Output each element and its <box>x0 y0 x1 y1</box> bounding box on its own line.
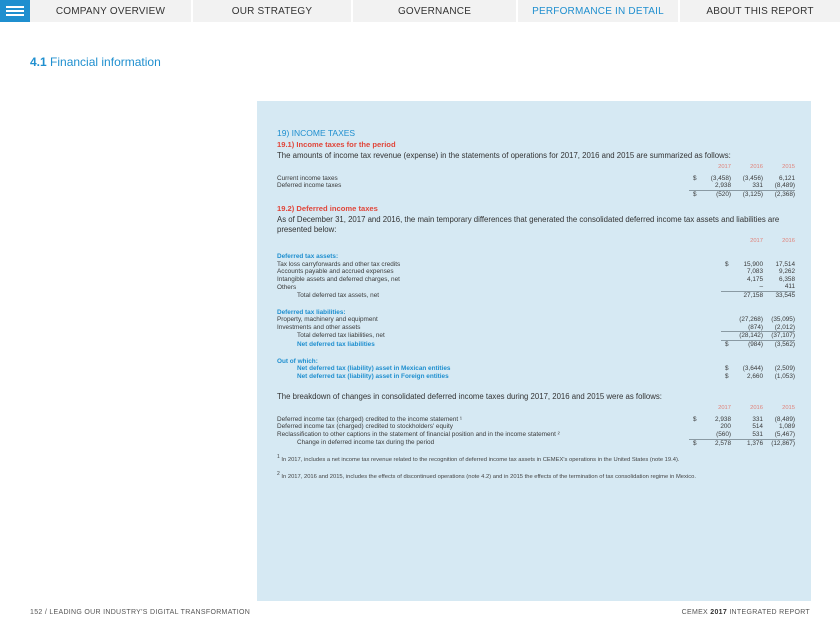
table-row: Net deferred tax (liability) asset in Foreign entities $ 2,660 (1,053) <box>297 372 795 380</box>
table-row: Intangible assets and deferred charges, net 4,175 6,358 <box>277 275 795 283</box>
table-total-row: Total deferred tax liabilities, net (28,142) (37,107) <box>297 332 795 340</box>
table-row: Investments and other assets (874) (2,012) <box>277 323 795 331</box>
section-title <box>30 55 161 69</box>
footnote: $^1$ In 2017, includes a net income tax revenue related to the recognition of deferred income tax assets in CEMEX's operations in the United States (note 19.4). <box>277 454 680 464</box>
subsection-intro-19-2: As of December 31, 2017 and 2016, the main temporary differences that generated the consolidated deferred income tax assets and liabilities are presented below: <box>277 215 780 235</box>
subsection-intro-19-1: The amounts of income tax revenue (expense) in the statements of operations for 2017, 2016 and 2015 are summarized as follows: <box>277 151 731 160</box>
table-row: Net deferred tax (liability) asset in Mexican entities $ (3,644) (2,509) <box>297 365 795 373</box>
footer-page-info: 152 / LEADING OUR INDUSTRY'S DIGITAL TRANSFORMATION <box>30 609 251 616</box>
table-row: Reclassification to other captions in the statement of financial position and in the income statement ² (560) 531 (5,467) <box>277 431 795 439</box>
table-row: Property, machinery and equipment (27,268) (35,095) <box>277 316 795 324</box>
table-net-row: Net deferred tax liabilities $ (984) (3,562) <box>297 340 795 348</box>
table-row: Deferred income tax (charged) credited to the income statement ¹ $ 2,938 331 (8,489) <box>277 415 795 423</box>
table-total-row: Total deferred tax assets, net 27,158 33,545 <box>297 291 795 299</box>
section-title-text: Financial information <box>50 55 161 69</box>
tab-company-overview[interactable]: COMPANY OVERVIEW <box>30 0 193 22</box>
deferred-taxes-table <box>277 238 795 380</box>
tab-our-strategy[interactable]: OUR STRATEGY <box>193 0 353 22</box>
group-heading: Deferred tax liabilities: <box>277 308 346 316</box>
year-header: 2017 <box>718 164 731 170</box>
table-row: Deferred income taxes 2,938 331 (8,489) <box>277 182 795 190</box>
year-header: 2017 <box>718 405 731 412</box>
footnote: $^2$ In 2017, 2016 and 2015, includes the effects of discontinued operations (note 4.2) and in 2015 the effects of the termination of tax consolidation regime in Mexico. <box>277 471 696 481</box>
table-row: Accounts payable and accrued expenses 7,083 9,262 <box>277 268 795 276</box>
subsection-heading-19-1: 19.1) Income taxes for the period <box>277 140 396 149</box>
year-header: 2015 <box>782 405 795 412</box>
tab-performance-in-detail[interactable]: PERFORMANCE IN DETAIL <box>518 0 680 22</box>
footer-report-title: CEMEX 2017 INTEGRATED REPORT <box>681 609 810 616</box>
changes-intro: The breakdown of changes in consolidated deferred income taxes during 2017, 2016 and 2015 were as follows: <box>277 392 662 402</box>
year-header: 2016 <box>750 164 763 170</box>
hamburger-menu-icon[interactable] <box>0 0 30 22</box>
income-taxes-table <box>277 164 795 198</box>
table-total-row: Change in deferred income tax during the period $ 2,578 1,376 (12,867) <box>297 439 795 447</box>
top-navigation <box>0 0 840 22</box>
note-title: 19) INCOME TAXES <box>277 128 356 138</box>
subsection-heading-19-2: 19.2) Deferred income taxes <box>277 204 378 214</box>
table-total-row: $ (520) (3,125) (2,368) <box>277 190 795 198</box>
group-heading: Deferred tax assets: <box>277 252 339 260</box>
group-heading: Out of which: <box>277 357 318 365</box>
year-header: 2017 <box>750 238 763 245</box>
table-row: Others – 411 <box>277 283 795 291</box>
tab-governance[interactable]: GOVERNANCE <box>353 0 518 22</box>
table-row: Current income taxes $ (3,458) (3,456) 6,121 <box>277 174 795 182</box>
table-row: Tax loss carryforwards and other tax credits $ 15,900 17,514 <box>277 260 795 268</box>
income-taxes-note <box>277 128 795 481</box>
year-header: 2016 <box>782 238 795 245</box>
section-number: 4.1 <box>30 55 47 69</box>
deferred-changes-table <box>277 405 795 447</box>
year-header: 2016 <box>750 405 763 412</box>
table-row: Deferred income tax (charged) credited to stockholders' equity 200 514 1,089 <box>277 423 795 431</box>
year-header: 2015 <box>782 164 795 170</box>
tab-about-this-report[interactable]: ABOUT THIS REPORT <box>680 0 840 22</box>
